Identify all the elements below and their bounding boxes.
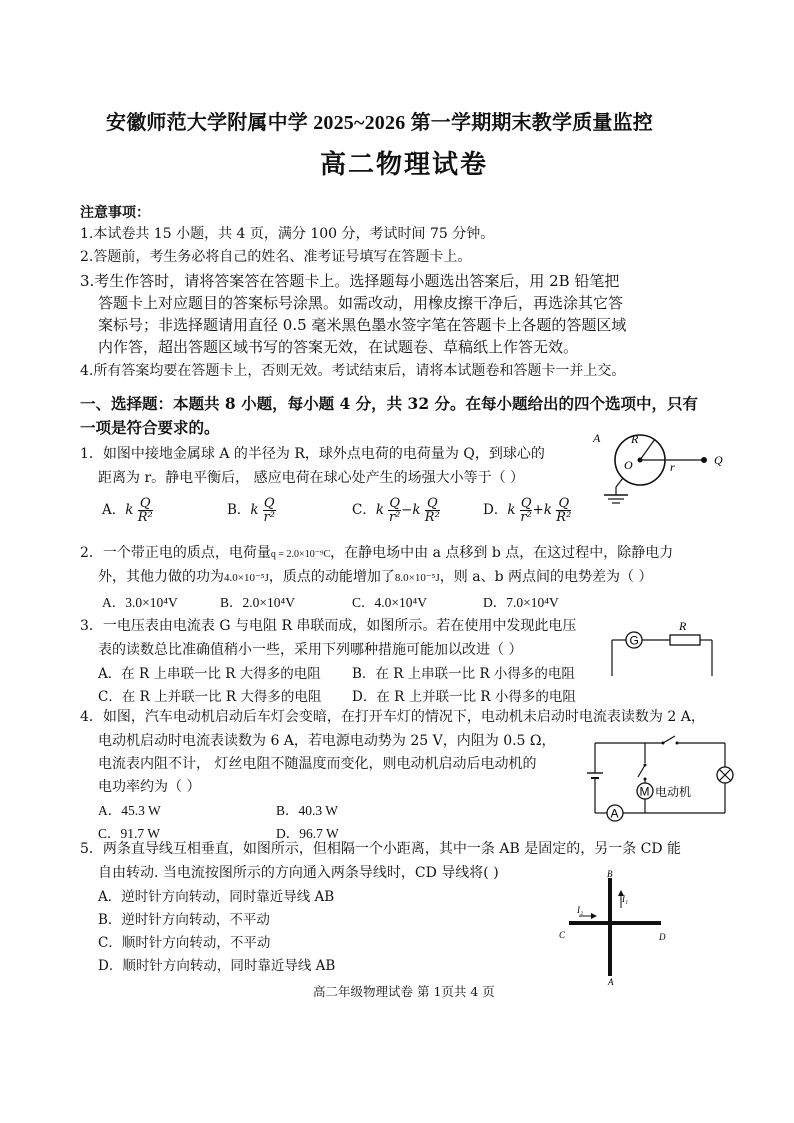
q3-voltmeter-diagram — [612, 620, 722, 680]
q1-option-c[interactable]: C．k $\frac{Q}{\text{r²}}$ −k $\frac{Q}{\text{R²}}$ — [352, 496, 440, 525]
q4-circuit-diagram — [585, 735, 735, 825]
q2-option-d[interactable]: D．7.0×10⁴V — [483, 595, 559, 610]
q4-stem: 4．如图，汽车电动机启动后车灯会变暗，在打开车灯的情况下，电动机未启动时电流表读数为 2 A， — [80, 709, 705, 725]
q2-option-c[interactable]: C．4.0×10⁴V — [352, 595, 427, 610]
label-R: R — [679, 619, 687, 633]
q5-stem: 5．两条直导线互相垂直，如图所示，但相隔一个小距离，其中一条 AB 是固定的，另一条 CD 能 — [80, 841, 682, 857]
q3-stem: 表的读数总比准确值稍小一些，采用下列哪种措施可能加以改进（ ） — [98, 642, 523, 658]
notice-item: 1.本试卷共 15 小题，共 4 页，满分 100 分，考试时间 75 分钟。 — [80, 226, 495, 242]
notice-item: 答题卡上对应题目的答案标号涂黑。如需改动，用橡皮擦干净后，再选涂其它答 — [98, 294, 624, 312]
q2-stem: 2．一个带正电的质点，电荷量q = 2.0×10⁻⁹C，在静电场中由 a 点移到 b 点，在这过程中，除静电力 — [80, 545, 674, 561]
label-ammeter: A — [610, 806, 619, 821]
q5-option-d[interactable]: D．顺时针方向转动，同时靠近导线 AB — [98, 958, 336, 974]
page-title: 高二物理试卷 — [320, 150, 489, 180]
q1-option-d[interactable]: D．k $\frac{Q}{\text{r²}}$ +k $\frac{Q}{\text{R²}}$ — [483, 496, 572, 525]
q5-option-b[interactable]: B．逆时针方向转动，不平动 — [98, 912, 270, 928]
q2-option-a[interactable]: A．3.0×10⁴V — [102, 595, 178, 610]
label-motor: 电动机 — [655, 785, 692, 799]
q3-option-b[interactable]: B．在 R 上串联一比 R 小得多的电阻 — [352, 666, 575, 682]
q5-stem: 自由转动. 当电流按图所示的方向通入两条导线时，CD 导线将( ) — [98, 865, 499, 881]
q2-stem: 外，其他力做的功为4.0×10⁻⁵J，质点的动能增加了8.0×10⁻⁵J，则 a、b 两点间的电势差为（ ） — [98, 569, 653, 585]
q3-stem: 3．一电压表由电流表 G 与电阻 R 串联而成，如图所示。若在使用中发现此电压 — [80, 618, 577, 634]
q3-option-d[interactable]: D．在 R 上并联一比 R 小得多的电阻 — [352, 689, 576, 705]
label-O: O — [624, 458, 633, 472]
q5-option-a[interactable]: A．逆时针方向转动，同时靠近导线 AB — [98, 889, 335, 905]
q3-option-a[interactable]: A．在 R 上串联一比 R 大得多的电阻 — [98, 666, 321, 682]
q4-stem: 电功率约为（ ） — [98, 779, 201, 795]
school-line: 安徽师范大学附属中学 2025~2026 第一学期期末教学质量监控 — [106, 112, 653, 134]
notice-item: 2.答题前，考生务必将自己的姓名、准考证号填写在答题卡上。 — [80, 249, 472, 265]
label-C: C — [559, 930, 566, 940]
q4-option-a[interactable]: A．45.3 W — [98, 803, 161, 818]
q4-stem: 电流表内阻不计， 灯丝电阻不随温度而变化，则电动机启动后电动机的 — [98, 756, 537, 772]
q1-option-b[interactable]: B．k $\frac{Q}{\text{r²}}$ — [227, 496, 275, 525]
q4-option-d[interactable]: D．96.7 W — [276, 826, 339, 841]
label-Q: Q — [714, 453, 723, 467]
q1-stem: 1．如图中接地金属球 A 的半径为 R，球外点电荷的电荷量为 Q，到球心的 — [80, 446, 545, 462]
notice-item: 3.考生作答时，请将答案答在答题卡上。选择题每小题选出答案后，用 2B 铅笔把 — [80, 272, 620, 290]
label-R: R — [631, 432, 639, 446]
label-I2: I₂ — [577, 905, 584, 915]
q4-stem: 电动机启动时电流表读数为 6 A，若电源电动势为 25 V，内阻为 0.5 Ω， — [98, 733, 556, 749]
q5-wires-diagram — [555, 868, 675, 986]
notice-item: 内作答，超出答题区域书写的答案无效，在试题卷、草稿纸上作答无效。 — [98, 338, 579, 356]
section-heading-cont: 一项是符合要求的。 — [80, 418, 220, 437]
section-heading: 一、选择题：本题共 8 小题，每小题 4 分，共 32 分。在每小题给出的四个选项中，只有 — [80, 394, 699, 413]
page-footer: 高二年级物理试卷 第 1页共 4 页 — [313, 984, 495, 999]
q3-option-c[interactable]: C．在 R 上并联一比 R 大得多的电阻 — [98, 689, 322, 705]
label-M: M — [639, 784, 650, 799]
label-A: A — [608, 977, 614, 987]
label-A: A — [593, 431, 601, 445]
q2-option-b[interactable]: B．2.0×10⁴V — [220, 595, 295, 610]
notice-heading: 注意事项： — [80, 205, 150, 221]
notice-item: 4.所有答案均要在答题卡上，否则无效。考试结束后，请将本试题卷和答题卡一并上交。 — [80, 363, 626, 379]
q1-sphere-diagram — [590, 425, 740, 510]
notice-item: 案标号；非选择题请用直径 0.5 毫米黑色墨水签字笔在答题卡上各题的答题区域 — [98, 316, 627, 334]
label-I1: I₁ — [622, 894, 629, 904]
q4-option-b[interactable]: B．40.3 W — [276, 803, 339, 818]
q1-option-a[interactable]: A．k $\frac{Q}{\text{R²}}$ — [102, 496, 153, 525]
q1-stem: 距离为 r。静电平衡后， 感应电荷在球心处产生的场强大小等于（ ） — [98, 470, 525, 486]
q5-option-c[interactable]: C．顺时针方向转动，不平动 — [98, 935, 271, 951]
label-D: D — [659, 932, 666, 942]
label-r: r — [670, 460, 675, 474]
label-G: G — [629, 633, 639, 648]
q4-option-c[interactable]: C．91.7 W — [98, 826, 161, 841]
label-B: B — [607, 869, 613, 879]
